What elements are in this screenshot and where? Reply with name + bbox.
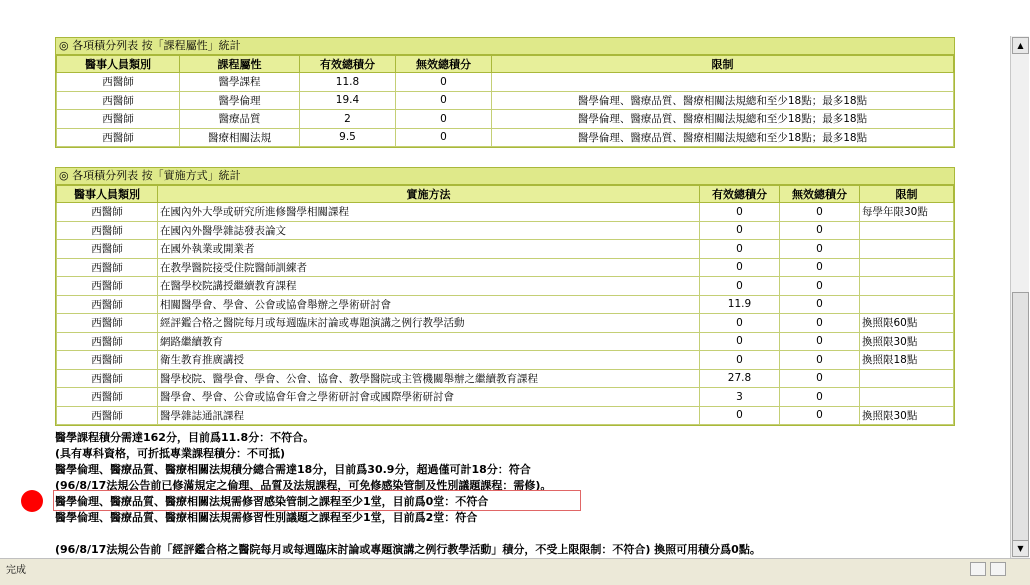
cell-invalid-points: 0 bbox=[780, 295, 860, 314]
cell-category: 西醫師 bbox=[57, 110, 180, 129]
table-row bbox=[57, 332, 954, 351]
status-bar bbox=[0, 558, 1030, 585]
cell-valid-points: 3 bbox=[700, 388, 780, 407]
implementation-method-panel bbox=[55, 167, 955, 426]
highlight-box bbox=[53, 490, 581, 511]
col-header-category: 醫事人員類別 bbox=[57, 186, 158, 203]
table-row bbox=[57, 110, 954, 129]
cell-limit bbox=[860, 221, 954, 240]
course-attribute-panel bbox=[55, 37, 955, 148]
cell-method: 在國內外醫學雜誌發表論文 bbox=[158, 221, 700, 240]
cell-valid-points: 11.8 bbox=[300, 73, 396, 92]
cell-valid-points: 19.4 bbox=[300, 91, 396, 110]
cell-category: 西醫師 bbox=[57, 388, 158, 407]
scroll-up-icon[interactable]: ▲ bbox=[1012, 37, 1029, 54]
cell-limit: 換照限60點 bbox=[860, 314, 954, 333]
cell-valid-points: 11.9 bbox=[700, 295, 780, 314]
cell-limit: 醫學倫理、醫療品質、醫療相關法規總和至少18點；最多18點 bbox=[492, 128, 954, 147]
note-line: 醫學倫理、醫療品質、醫療相關法規積分總合需達18分，目前爲30.9分，超過僅可計18分：符合 bbox=[55, 463, 531, 476]
cell-invalid-points: 0 bbox=[780, 351, 860, 370]
cell-invalid-points: 0 bbox=[780, 406, 860, 425]
cell-limit bbox=[860, 277, 954, 296]
cell-invalid-points: 0 bbox=[780, 240, 860, 259]
col-header-invalid-points: 無效總積分 bbox=[396, 56, 492, 73]
cell-invalid-points: 0 bbox=[780, 258, 860, 277]
cell-valid-points: 0 bbox=[700, 332, 780, 351]
col-header-attribute: 課程屬性 bbox=[180, 56, 300, 73]
scroll-down-icon[interactable]: ▼ bbox=[1012, 540, 1029, 557]
cell-category: 西醫師 bbox=[57, 332, 158, 351]
table-row bbox=[57, 128, 954, 147]
scrollbar-thumb[interactable] bbox=[1012, 292, 1029, 542]
cell-limit bbox=[492, 73, 954, 92]
cell-method: 經評鑑合格之醫院每月或每週臨床討論或專題演講之例行教學活動 bbox=[158, 314, 700, 333]
col-header-valid-points: 有效總積分 bbox=[700, 186, 780, 203]
note-line: 醫學課程積分需達162分，目前爲11.8分：不符合。 bbox=[55, 431, 315, 444]
cell-invalid-points: 0 bbox=[396, 73, 492, 92]
table-header-row bbox=[57, 186, 954, 203]
cell-invalid-points: 0 bbox=[780, 314, 860, 333]
cell-category: 西醫師 bbox=[57, 295, 158, 314]
cell-category: 西醫師 bbox=[57, 128, 180, 147]
cell-invalid-points: 0 bbox=[780, 277, 860, 296]
cell-category: 西醫師 bbox=[57, 221, 158, 240]
cell-invalid-points: 0 bbox=[780, 369, 860, 388]
cell-invalid-points: 0 bbox=[780, 221, 860, 240]
note-line: 醫學倫理、醫療品質、醫療相關法規需修習性別議題之課程至少1堂，目前爲2堂：符合 bbox=[55, 511, 478, 524]
cell-limit bbox=[860, 388, 954, 407]
table-row bbox=[57, 203, 954, 222]
cell-limit bbox=[860, 369, 954, 388]
cell-invalid-points: 0 bbox=[396, 128, 492, 147]
cell-limit bbox=[860, 258, 954, 277]
cell-invalid-points: 0 bbox=[780, 203, 860, 222]
note-line: (96/8/17法規公告前「經評鑑合格之醫院每月或每週臨床討論或專題演講之例行教學活動」積分，不受上限限制：不符合) 換照可用積分爲0點。 bbox=[55, 543, 761, 556]
cell-valid-points: 0 bbox=[700, 258, 780, 277]
cell-method: 相關醫學會、學會、公會或協會舉辦之學術研討會 bbox=[158, 295, 700, 314]
cell-category: 西醫師 bbox=[57, 406, 158, 425]
cell-invalid-points: 0 bbox=[780, 388, 860, 407]
table-row bbox=[57, 277, 954, 296]
cell-limit: 醫學倫理、醫療品質、醫療相關法規總和至少18點；最多18點 bbox=[492, 91, 954, 110]
cell-category: 西醫師 bbox=[57, 203, 158, 222]
cell-limit: 醫學倫理、醫療品質、醫療相關法規總和至少18點；最多18點 bbox=[492, 110, 954, 129]
cell-method: 醫學會、學會、公會或協會年會之學術研討會或國際學術研討會 bbox=[158, 388, 700, 407]
cell-method: 在國內外大學或研究所進修醫學相關課程 bbox=[158, 203, 700, 222]
cell-limit bbox=[860, 295, 954, 314]
cell-method: 在國外執業或開業者 bbox=[158, 240, 700, 259]
course-attribute-table bbox=[56, 55, 954, 147]
status-security-icon bbox=[990, 562, 1006, 576]
cell-category: 西醫師 bbox=[57, 314, 158, 333]
cell-valid-points: 0 bbox=[700, 203, 780, 222]
col-header-method: 實施方法 bbox=[158, 186, 700, 203]
table-row bbox=[57, 351, 954, 370]
cell-method: 衛生教育推廣講授 bbox=[158, 351, 700, 370]
cell-limit bbox=[860, 240, 954, 259]
note-line-highlighted: 醫學倫理、醫療品質、醫療相關法規需修習感染管制之課程至少1堂，目前爲0堂：不符合 bbox=[55, 495, 489, 508]
col-header-limit: 限制 bbox=[492, 56, 954, 73]
cell-attribute: 醫療品質 bbox=[180, 110, 300, 129]
cell-valid-points: 0 bbox=[700, 406, 780, 425]
cell-limit: 每學年限30點 bbox=[860, 203, 954, 222]
table-header-row bbox=[57, 56, 954, 73]
cell-valid-points: 0 bbox=[700, 314, 780, 333]
table-row bbox=[57, 406, 954, 425]
cell-method: 醫學雜誌通訊課程 bbox=[158, 406, 700, 425]
cell-limit: 換照限30點 bbox=[860, 406, 954, 425]
table-row bbox=[57, 369, 954, 388]
col-header-valid-points: 有效總積分 bbox=[300, 56, 396, 73]
vertical-scrollbar[interactable] bbox=[1010, 36, 1029, 558]
note-line: (96/8/17法規公告前已修滿規定之倫理、品質及法規課程，可免修感染管制及性別議題課程：需修)。 bbox=[55, 479, 552, 492]
cell-invalid-points: 0 bbox=[780, 332, 860, 351]
cell-invalid-points: 0 bbox=[396, 91, 492, 110]
note-line bbox=[55, 526, 955, 542]
cell-invalid-points: 0 bbox=[396, 110, 492, 129]
table-row bbox=[57, 258, 954, 277]
red-marker-dot bbox=[21, 490, 43, 512]
col-header-category: 醫事人員類別 bbox=[57, 56, 180, 73]
table-row bbox=[57, 91, 954, 110]
cell-category: 西醫師 bbox=[57, 91, 180, 110]
cell-category: 西醫師 bbox=[57, 240, 158, 259]
table-row bbox=[57, 388, 954, 407]
cell-category: 西醫師 bbox=[57, 277, 158, 296]
cell-category: 西醫師 bbox=[57, 258, 158, 277]
cell-method: 在教學醫院接受住院醫師訓練者 bbox=[158, 258, 700, 277]
cell-category: 西醫師 bbox=[57, 369, 158, 388]
cell-category: 西醫師 bbox=[57, 73, 180, 92]
table-row bbox=[57, 240, 954, 259]
implementation-method-title: ◎ 各項積分列表 按「實施方式」統計 bbox=[56, 168, 954, 185]
col-header-limit: 限制 bbox=[860, 186, 954, 203]
col-header-invalid-points: 無效總積分 bbox=[780, 186, 860, 203]
cell-attribute: 醫學課程 bbox=[180, 73, 300, 92]
cell-category: 西醫師 bbox=[57, 351, 158, 370]
cell-method: 醫學校院、醫學會、學會、公會、協會、教學醫院或主管機關舉辦之繼續教育課程 bbox=[158, 369, 700, 388]
note-line: (具有專科資格，可折抵專業課程積分：不可抵) bbox=[55, 447, 286, 460]
table-row bbox=[57, 314, 954, 333]
implementation-method-table bbox=[56, 185, 954, 425]
cell-method: 網路繼續教育 bbox=[158, 332, 700, 351]
course-attribute-title: ◎ 各項積分列表 按「課程屬性」統計 bbox=[56, 38, 954, 55]
table-row bbox=[57, 221, 954, 240]
table-row bbox=[57, 73, 954, 92]
cell-valid-points: 9.5 bbox=[300, 128, 396, 147]
table-row bbox=[57, 295, 954, 314]
cell-limit: 換照限30點 bbox=[860, 332, 954, 351]
status-zone-icon bbox=[970, 562, 986, 576]
cell-valid-points: 0 bbox=[700, 240, 780, 259]
cell-valid-points: 2 bbox=[300, 110, 396, 129]
cell-valid-points: 27.8 bbox=[700, 369, 780, 388]
cell-valid-points: 0 bbox=[700, 351, 780, 370]
status-text: 完成 bbox=[6, 565, 26, 576]
cell-valid-points: 0 bbox=[700, 277, 780, 296]
cell-attribute: 醫學倫理 bbox=[180, 91, 300, 110]
cell-valid-points: 0 bbox=[700, 221, 780, 240]
cell-method: 在醫學校院講授繼續教育課程 bbox=[158, 277, 700, 296]
cell-limit: 換照限18點 bbox=[860, 351, 954, 370]
cell-attribute: 醫療相關法規 bbox=[180, 128, 300, 147]
